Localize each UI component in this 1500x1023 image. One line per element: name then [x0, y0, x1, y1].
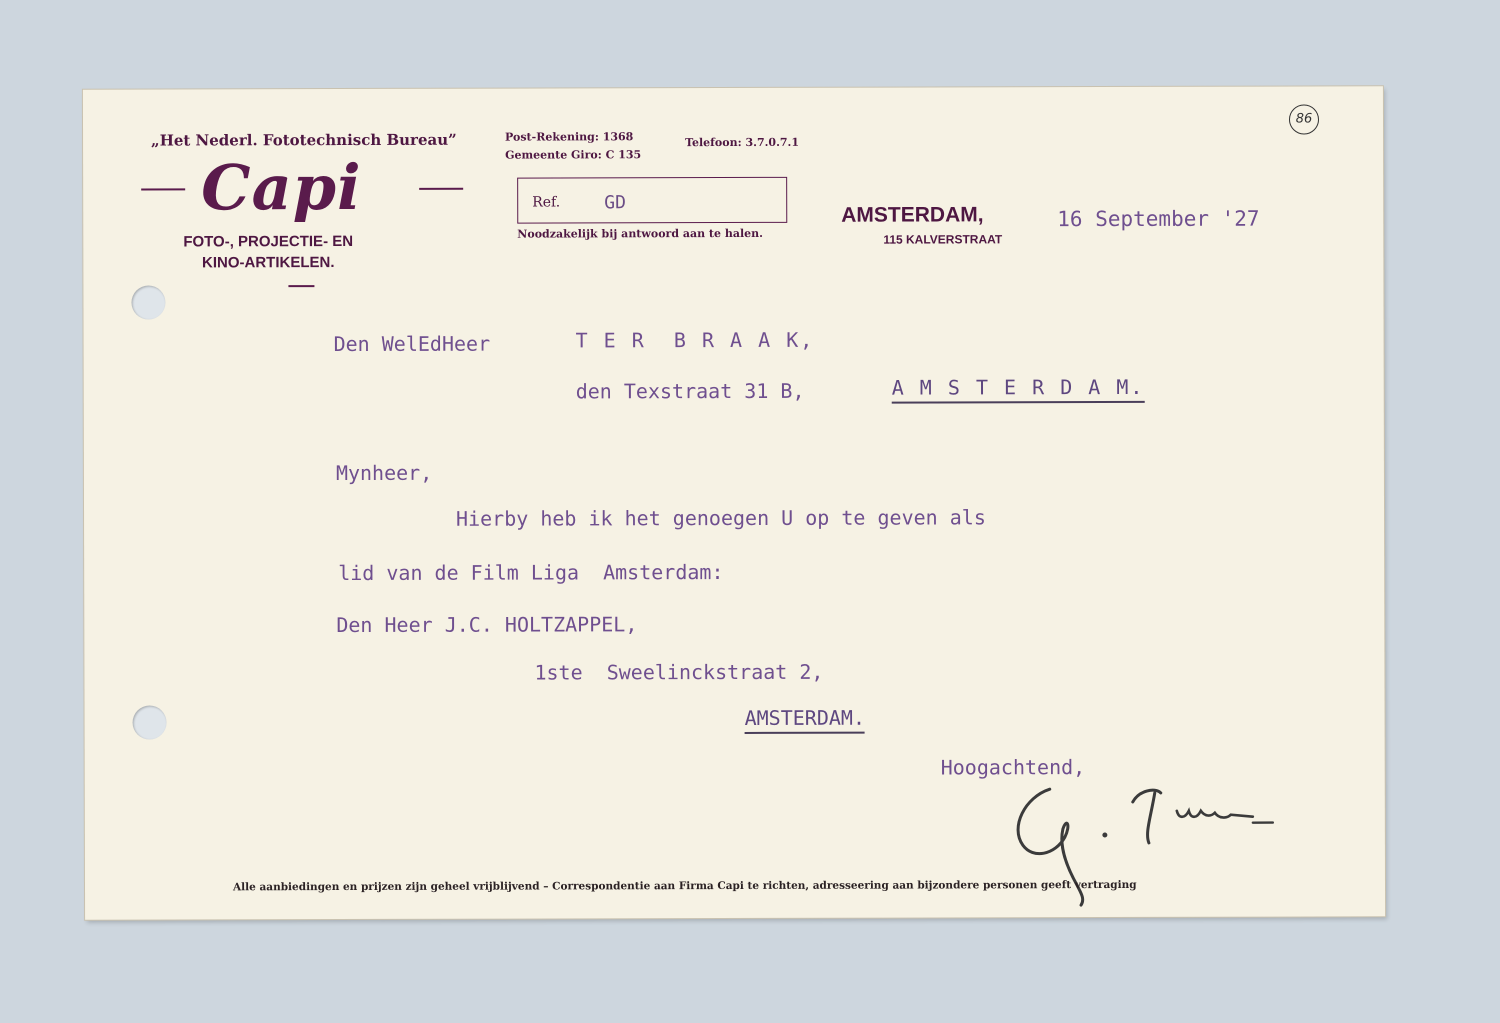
company-logo: Capi: [201, 150, 362, 225]
body-line-3: Den Heer J.C. HOLTZAPPEL,: [336, 612, 638, 638]
letterhead-tagline: „Het Nederl. Fototechnisch Bureau”: [151, 130, 457, 150]
ref-label: Ref.: [532, 194, 561, 211]
reference-box: [517, 177, 787, 224]
letterhead-accounts: [505, 128, 641, 164]
address-line-2-street: den Texstraat 31 B,: [575, 378, 805, 404]
body-line-5: AMSTERDAM.: [745, 706, 865, 734]
address-line-2-city: A M S T E R D A M.: [892, 375, 1145, 404]
page-number: 86: [1289, 104, 1319, 134]
gemeente-giro: Gemeente Giro: C 135: [505, 148, 642, 162]
products-line-2: KINO-ARTIKELEN.: [201, 254, 335, 272]
post-rekening: Post-Rekening: 1368: [505, 130, 634, 144]
letter-sheet: [83, 86, 1385, 919]
ref-value: GD: [604, 192, 626, 214]
body-line-1: Hierby heb ik het genoegen U op te geven als: [456, 505, 986, 531]
letter-date: 16 September '27: [1057, 206, 1260, 232]
salutation: Mynheer,: [335, 460, 433, 486]
body-line-2: lid van de Film Liga Amsterdam:: [338, 560, 724, 586]
logo-rule-right: [419, 188, 463, 190]
address-line-1-name: T E R B R A A K,: [575, 327, 815, 353]
products-underline: [288, 285, 314, 287]
letter-footer: Alle aanbiedingen en prijzen zijn geheel vrijblijvend – Correspondentie aan Firma Capi te richten, adresseering aan bijzondere personen geeft vertraging: [232, 878, 1137, 894]
punch-hole-bottom: [133, 705, 167, 739]
letterhead-street: 115 KALVERSTRAAT: [883, 232, 1003, 247]
letterhead-city: AMSTERDAM,: [841, 203, 984, 227]
telefoon: Telefoon: 3.7.0.7.1: [685, 135, 800, 150]
address-line-1-prefix: Den WelEdHeer: [333, 331, 491, 357]
logo-rule-left: [141, 188, 185, 190]
closing: Hoogachtend,: [940, 755, 1086, 780]
body-line-4: 1ste Sweelinckstraat 2,: [534, 659, 824, 685]
punch-hole-top: [131, 285, 165, 319]
ref-note: Noodzakelijk bij antwoord aan te halen.: [517, 226, 763, 241]
products-line-1: FOTO-, PROJECTIE- EN: [183, 232, 354, 251]
letterhead-products: [183, 231, 353, 273]
